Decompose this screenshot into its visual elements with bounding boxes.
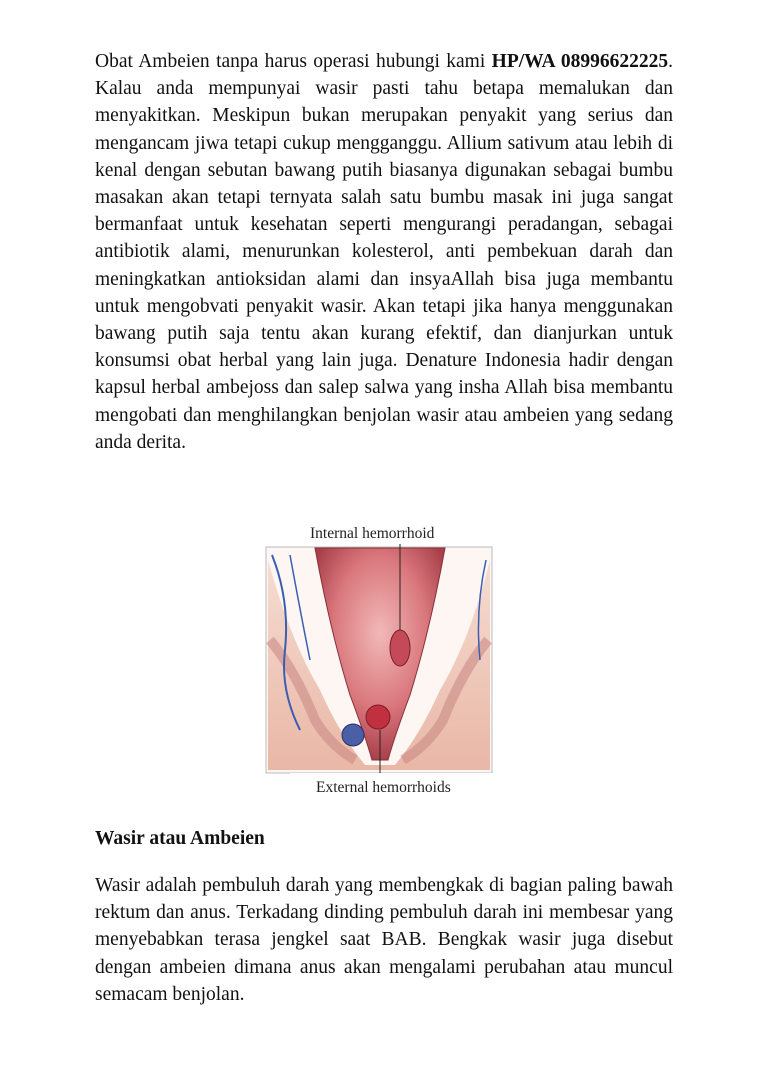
- intro-text-start: Obat Ambeien tanpa harus operasi hubungi kami: [95, 51, 492, 72]
- external-hemorrhoid: [366, 705, 390, 729]
- label-external: External hemorrhoids: [316, 779, 451, 796]
- anatomy-diagram: [260, 520, 498, 806]
- section-paragraph: [95, 872, 673, 1008]
- internal-hemorrhoid: [390, 630, 410, 666]
- section-body: Wasir adalah pembuluh darah yang membengkak di bagian paling bawah rektum dan anus. Terkadang dinding pembuluh darah ini membesar yang menyebabkan terasa jengkel saat BAB. Bengkak wasir juga disebut dengan ambeien dimana anus akan mengalami perubahan atau muncul semacam benjolan.: [95, 875, 673, 1005]
- intro-paragraph: [95, 48, 673, 456]
- label-internal: Internal hemorrhoid: [310, 525, 435, 542]
- intro-text-rest: . Kalau anda mempunyai wasir pasti tahu betapa memalukan dan menyakitkan. Meskipun bukan merupakan penyakit yang serius dan mengancam jiwa tetapi cukup mengganggu. Allium sativum atau lebih di kenal dengan sebutan bawang putih biasanya digunakan sebagai bumbu masakan akan tetapi ternyata salah satu bumbu masak ini juga sangat bermanfaat untuk kesehatan seperti mengurangi peradangan, sebagai antibiotik alami, menurunkan kolesterol, anti pembekuan darah dan meningkatkan antioksidan alami dan insyaAllah bisa juga membantu untuk mengobvati penyakit wasir. Akan tetapi jika hanya menggunakan bawang putih saja tentu akan kurang efektif, dan dianjurkan untuk konsumsi obat herbal yang lain juga. Denature Indonesia hadir dengan kapsul herbal ambejoss dan salep salwa yang insha Allah bisa membantu mengobati dan menghilangkan benjolan wasir atau ambeien yang sedang anda derita.: [95, 51, 674, 453]
- section-heading: Wasir atau Ambeien: [95, 828, 265, 849]
- contact-number: HP/WA 08996622225: [491, 51, 669, 72]
- intro-text: [95, 48, 673, 456]
- thrombosed-vein: [342, 724, 364, 746]
- hemorrhoid-illustration: [260, 520, 498, 806]
